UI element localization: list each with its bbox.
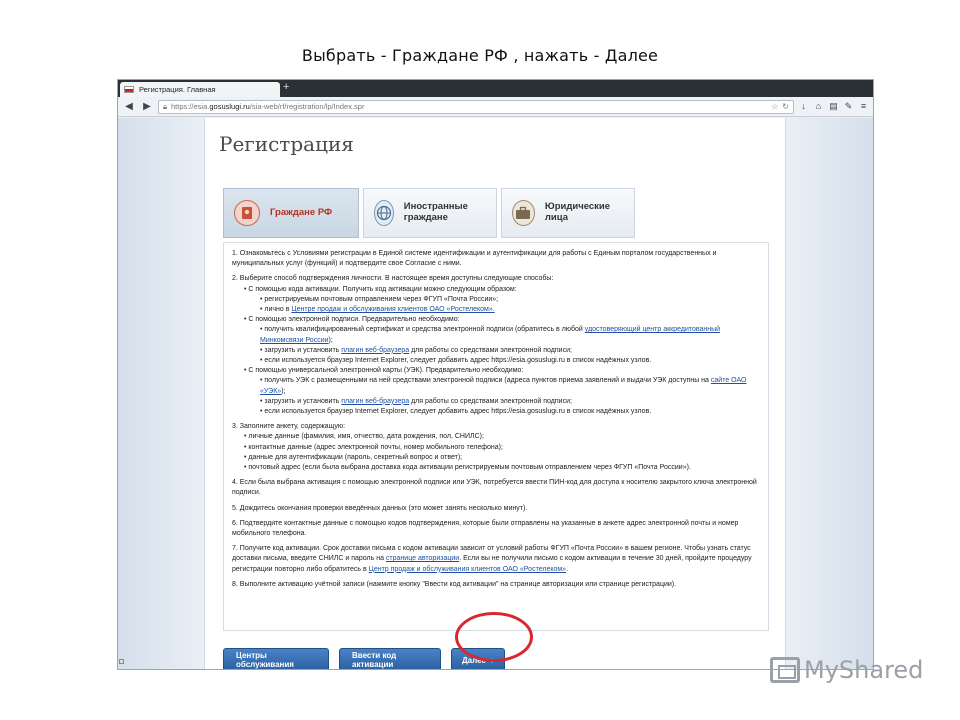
forward-icon[interactable]: ▶ (143, 100, 151, 112)
accredited-center-link[interactable]: удостоверяющий центр аккредитованный Минкомсвязи России (260, 326, 721, 344)
reload-icon[interactable]: ↻ (782, 102, 789, 111)
browser-window (117, 79, 874, 670)
slide-caption: Выбрать - Граждане РФ , нажать - Далее (301, 46, 659, 65)
method-item: • получить квалифицированный сертификат и средства электронной подписи (обратитесь в любой удостоверяющий центр аккредитованный Минкомсвязи России); (260, 326, 721, 344)
method-item: • если используется браузер Internet Explorer, следует добавить адрес https://esia.gosuslugi.ru в список надёжных узлов. (260, 357, 652, 365)
step-4: 4. Если была выбрана активация с помощью электронной подписи или УЭК, потребуется ввести ПИН-код для доступа к носителю закрытого ключа электронной подписи. (232, 479, 757, 497)
step-8: 8. Выполните активацию учётной записи (нажмите кнопку "Ввести код активации" на странице авторизации или странице регистрации). (232, 580, 677, 588)
browser-tab-title: Регистрация. Главная (139, 85, 216, 94)
registration-page (204, 118, 786, 669)
method-item: • загрузить и установить плагин веб-браузера для работы со средствами электронной подписи; (260, 346, 572, 354)
form-item: • личные данные (фамилия, имя, отчество, дата рождения, пол, СНИЛС); (244, 433, 484, 441)
page-viewport (118, 118, 873, 669)
service-centers-button[interactable]: Центры обслуживания (223, 648, 329, 670)
step-2: 2. Выберите способ подтверждения личности. В настоящее время доступны следующие способы: (232, 275, 554, 283)
registration-instructions (223, 242, 769, 631)
rostelecom-centers-link[interactable]: Центре продаж и обслуживания клиентов ОАО «Ростелеком». (291, 306, 495, 314)
tab-legal-entities[interactable] (501, 188, 635, 238)
method-item: • лично в Центре продаж и обслуживания клиентов ОАО «Ростелеком». (260, 306, 495, 314)
tab-citizens-rf[interactable] (223, 188, 359, 238)
method-activation-code: • С помощью кода активации. Получить код активации можно следующим образом: (244, 285, 517, 293)
presentation-icon (770, 657, 800, 683)
back-icon[interactable]: ◀ (125, 100, 133, 112)
step-1: 1. Ознакомьтесь с Условиями регистрации в Единой системе идентификации и аутентификации для работы с Единым порталом государственных и муниципальных услуг (функций) и подтвердите свое Согласие с ними. (232, 250, 717, 268)
step-3: 3. Заполните анкету, содержащую: (232, 423, 346, 431)
bookmark-icon[interactable]: ▤ (829, 101, 838, 111)
form-item: • почтовый адрес (если была выбрана доставка кода активации регистрируемым почтовым отправлением через ФГУП «Почта России»). (244, 464, 691, 472)
next-button-label: Далее (461, 655, 487, 665)
enter-activation-code-button[interactable]: Ввести код активации (339, 648, 441, 670)
tab-label: Иностранные граждане (403, 201, 468, 223)
globe-icon (374, 200, 394, 226)
form-item: • контактные данные (адрес электронной почты, номер мобильного телефона); (244, 443, 503, 451)
nav-bar (118, 97, 873, 117)
method-item: • если используется браузер Internet Explorer, следует добавить адрес https://esia.gosuslugi.ru в список надёжных узлов. (260, 408, 652, 416)
tab-strip (118, 80, 873, 97)
tab-label: Юридические лица (544, 201, 611, 223)
russian-flag-icon (124, 86, 134, 93)
menu-icon[interactable]: ≡ (860, 101, 867, 111)
star-icon[interactable]: ☆ (771, 102, 779, 111)
rostelecom-centers-link[interactable]: Центр продаж и обслуживания клиентов ОАО «Ростелеком» (368, 565, 567, 573)
address-bar[interactable] (158, 100, 794, 114)
browser-plugin-link[interactable]: плагин веб-браузера (341, 346, 410, 354)
method-item: • получить УЭК с размещенными на ней средствами электронной подписи (адреса пунктов приема заявлений и выдачи УЭК доступны на сайте ОАО «УЭК»); (260, 377, 747, 395)
page-title: Регистрация (219, 132, 354, 156)
home-icon[interactable]: ⌂ (815, 101, 822, 111)
step-6: 6. Подтвердите контактные данные с помощью кодов подтверждения, которые были отправлены на указанные в анкете адрес электронной почты и номер мобильного телефона. (232, 519, 739, 538)
step-7: 7. Получите код активации. Срок доставки письма с кодом активации зависит от условий работы ФГУП «Почта России» в вашем регионе. Чтобы узнать статус доставки письма, введите СНИЛС и пароль на странице авторизации. Если вы не получили письмо с кодом активации в течение 30 дней, пройдите процедуру регистрации повторно либо обратитесь в Центр продаж и обслуживания клиентов ОАО «Ростелеком». (232, 545, 752, 573)
registration-type-tabs (223, 188, 635, 238)
form-item: • данные для аутентификации (пароль, секретный вопрос и ответ); (244, 453, 463, 461)
passport-icon (234, 200, 260, 226)
addon-icon[interactable]: ✎ (844, 101, 853, 111)
watermark (770, 656, 923, 684)
download-icon[interactable]: ↓ (801, 101, 806, 111)
new-tab-button[interactable]: + (283, 81, 290, 93)
briefcase-icon (512, 200, 535, 226)
status-checkbox-icon (119, 659, 124, 664)
method-e-signature: • С помощью электронной подписи. Предварительно необходимо: (244, 316, 460, 324)
watermark-text: MyShared (804, 656, 924, 684)
tab-foreign-citizens[interactable] (363, 188, 497, 238)
browser-tab[interactable] (120, 82, 280, 97)
method-item: • регистрируемым почтовым отправлением через ФГУП «Почта России»; (260, 295, 499, 303)
lock-icon: 🔒︎ (163, 101, 167, 111)
uek-site-link[interactable]: сайте ОАО «УЭК» (260, 377, 747, 395)
url-text: https://esia.gosuslugi.ru/sia-web/rf/registration/lp/Index.spr (171, 102, 365, 111)
step-5: 5. Дождитесь окончания проверки введённых данных (это может занять несколько минут). (232, 504, 528, 512)
method-item: • загрузить и установить плагин веб-браузера для работы со средствами электронной подписи; (260, 397, 572, 405)
method-uek: • С помощью универсальной электронной карты (УЭК). Предварительно необходимо: (244, 367, 524, 375)
tab-label: Граждане РФ (270, 206, 333, 218)
chevron-right-icon: › (491, 655, 495, 665)
auth-page-link[interactable]: странице авторизации (385, 555, 460, 563)
highlight-circle (455, 612, 533, 662)
browser-plugin-link[interactable]: плагин веб-браузера (341, 397, 410, 405)
